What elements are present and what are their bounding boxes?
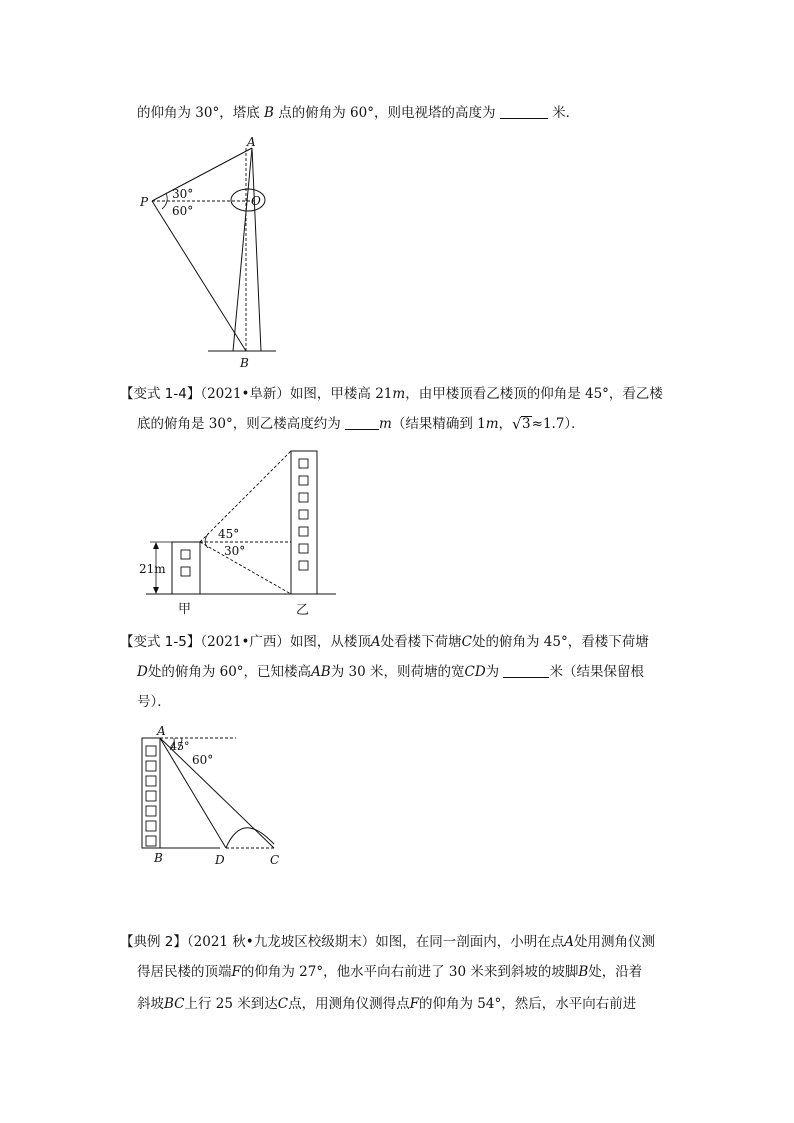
unit-symbol: m	[379, 416, 392, 432]
answer-blank[interactable]	[345, 415, 379, 430]
text-segment: 处用测角仪测	[574, 934, 656, 950]
window-square	[299, 527, 308, 536]
problem-text-line	[137, 414, 585, 434]
window-square	[146, 836, 156, 846]
text-segment: 斜坡	[137, 996, 164, 1012]
point-label: A	[370, 634, 381, 650]
tv-tower-figure	[130, 135, 290, 375]
angle-label-45: 45°	[218, 527, 240, 541]
angle-label-45: 45°	[170, 740, 190, 753]
text-segment: 处，沿着	[588, 964, 643, 980]
text-segment: 点，用测角仪测得点	[288, 996, 410, 1012]
problem-text-line	[137, 962, 642, 982]
answer-blank[interactable]	[503, 663, 549, 678]
text-segment: 米（结果保留根	[549, 664, 644, 680]
building-windows	[146, 746, 156, 846]
problem-text-line	[120, 632, 649, 652]
segment-label: AB	[311, 664, 331, 680]
building-label-jia: 甲	[178, 602, 192, 617]
point-label-B: B	[240, 356, 249, 370]
angle-label-30: 30°	[224, 544, 246, 558]
point-label: C	[277, 996, 289, 1012]
text-segment: 的仰角为 30°，塔底	[137, 105, 260, 121]
point-label: B	[264, 105, 274, 121]
point-label: B	[578, 964, 589, 980]
window-square	[299, 493, 308, 502]
point-label-D: D	[215, 853, 225, 867]
window-square	[146, 776, 156, 786]
building-label-yi: 乙	[296, 603, 310, 618]
problem-text-line	[137, 692, 171, 712]
window-square	[146, 791, 156, 801]
window-square	[299, 476, 308, 485]
point-label-O: O	[251, 194, 261, 208]
text-segment: （2021 秋•九龙坡区校级期末）如图，在同一剖面内，小明在点	[186, 934, 565, 950]
problem-text-line	[120, 932, 655, 952]
two-buildings-figure	[138, 447, 338, 622]
text-segment: 为	[485, 664, 500, 680]
problem-tag: 【变式 1-5】	[120, 634, 201, 650]
answer-blank[interactable]	[500, 104, 548, 119]
point-label-A: A	[157, 724, 166, 738]
angle-label-60: 60°	[172, 204, 194, 218]
point-label-C: C	[270, 853, 280, 867]
text-segment: ，由甲楼顶看乙楼顶的仰角是 45°，看乙楼	[405, 386, 663, 402]
sqrt-expression	[512, 414, 532, 434]
problem-tag: 【变式 1-4】	[120, 386, 201, 402]
radical-sign: √	[512, 415, 522, 433]
problem-text-line	[137, 103, 579, 123]
window-square	[146, 806, 156, 816]
point-label: A	[564, 934, 575, 950]
segment-label: BC	[164, 996, 185, 1012]
problem-text-line	[120, 384, 663, 404]
text-segment: （2021•广西）如图，从楼顶	[200, 634, 371, 650]
segment-label: CD	[464, 664, 486, 680]
window-square	[299, 510, 308, 519]
problem-text-line	[137, 994, 636, 1014]
text-segment: 得居民楼的顶端	[137, 964, 232, 980]
angle-label-30: 30°	[172, 187, 194, 201]
window-square	[299, 561, 308, 570]
point-label-A: A	[247, 135, 256, 149]
problem-text-line	[137, 662, 644, 682]
unit-symbol: m	[392, 386, 406, 402]
building-pond-figure	[138, 720, 298, 870]
text-segment: 上行 25 米到达	[184, 996, 278, 1012]
text-segment: 处看楼下荷塘	[380, 634, 462, 650]
text-segment: 的仰角为 27°，他水平向右前进了 30 米来到斜坡的坡脚	[240, 964, 579, 980]
text-segment: ≈1.7）．	[531, 416, 585, 432]
window-square	[146, 761, 156, 771]
point-label: C	[461, 634, 473, 650]
radicand: 3	[522, 416, 531, 432]
text-segment: 点的俯角为 60°，则电视塔的高度为	[278, 105, 496, 121]
window-square	[146, 746, 156, 756]
window-square	[146, 821, 156, 831]
point-label-P: P	[140, 195, 149, 209]
height-label: 21m	[139, 562, 166, 576]
text-segment: 米．	[552, 105, 580, 121]
building-windows	[299, 459, 308, 570]
text-segment: 处的俯角为 45°，看楼下荷塘	[472, 634, 649, 650]
point-label: D	[137, 664, 148, 680]
text-segment: （结果精确到 1	[391, 416, 486, 432]
point-label-B: B	[154, 851, 163, 865]
angle-label-60: 60°	[192, 753, 214, 767]
problem-tag: 【典例 2】	[120, 934, 187, 950]
text-segment: 为 30 米，则荷塘的宽	[330, 664, 465, 680]
text-segment: ，	[498, 416, 513, 432]
text-segment: 号）．	[137, 694, 171, 710]
text-segment: （2021•阜新）如图，甲楼高 21	[200, 386, 393, 402]
point-label: F	[231, 964, 241, 980]
point-label: F	[409, 996, 419, 1012]
unit-symbol: m	[485, 416, 499, 432]
window-square	[299, 544, 308, 553]
text-segment: 处的俯角为 60°，已知楼高	[147, 664, 312, 680]
text-segment: 底的俯角是 30°，则乙楼高度约为	[137, 416, 341, 432]
window-square	[299, 459, 308, 468]
text-segment: 的仰角为 54°，然后，水平向右前进	[419, 996, 637, 1012]
